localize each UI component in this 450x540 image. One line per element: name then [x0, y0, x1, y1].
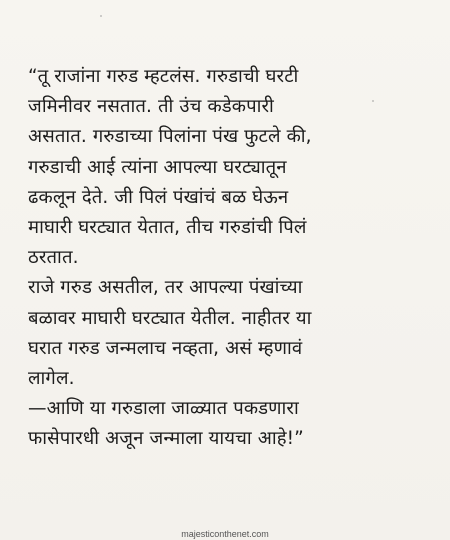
- text-line: बळावर माघारी घरट्यात येतील. नाहीतर या: [28, 307, 312, 329]
- text-line: जमिनीवर नसतात. ती उंच कडेकपारी: [28, 96, 274, 118]
- text-line: फासेपारधी अजून जन्माला यायचा आहे!”: [28, 428, 304, 450]
- text-line: माघारी घरट्यात येतात, तीच गरुडांची पिलं: [28, 217, 307, 239]
- text-line: लागेल.: [28, 368, 75, 390]
- text-line: राजे गरुड असतील, तर आपल्या पंखांच्या: [28, 277, 303, 299]
- text-line: घरात गरुड जन्मलाच नव्हता, असं म्हणावं: [28, 337, 303, 359]
- text-line: ढकलून देते. जी पिलं पंखांचं बळ घेऊन: [28, 186, 289, 208]
- paper-speck: [100, 15, 102, 17]
- text-line: ठरतात.: [28, 247, 79, 269]
- passage-text: [28, 62, 428, 455]
- text-line: असतात. गरुडाच्या पिलांना पंख फुटले की,: [28, 126, 312, 148]
- text-line: —आणि या गरुडाला जाळ्यात पकडणारा: [28, 398, 299, 420]
- text-line: “तू राजांना गरुड म्हटलंस. गरुडाची घरटी: [28, 66, 299, 87]
- site-watermark: majesticonthenet.com: [181, 529, 269, 539]
- text-line: गरुडाची आई त्यांना आपल्या घरट्यातून: [28, 156, 287, 178]
